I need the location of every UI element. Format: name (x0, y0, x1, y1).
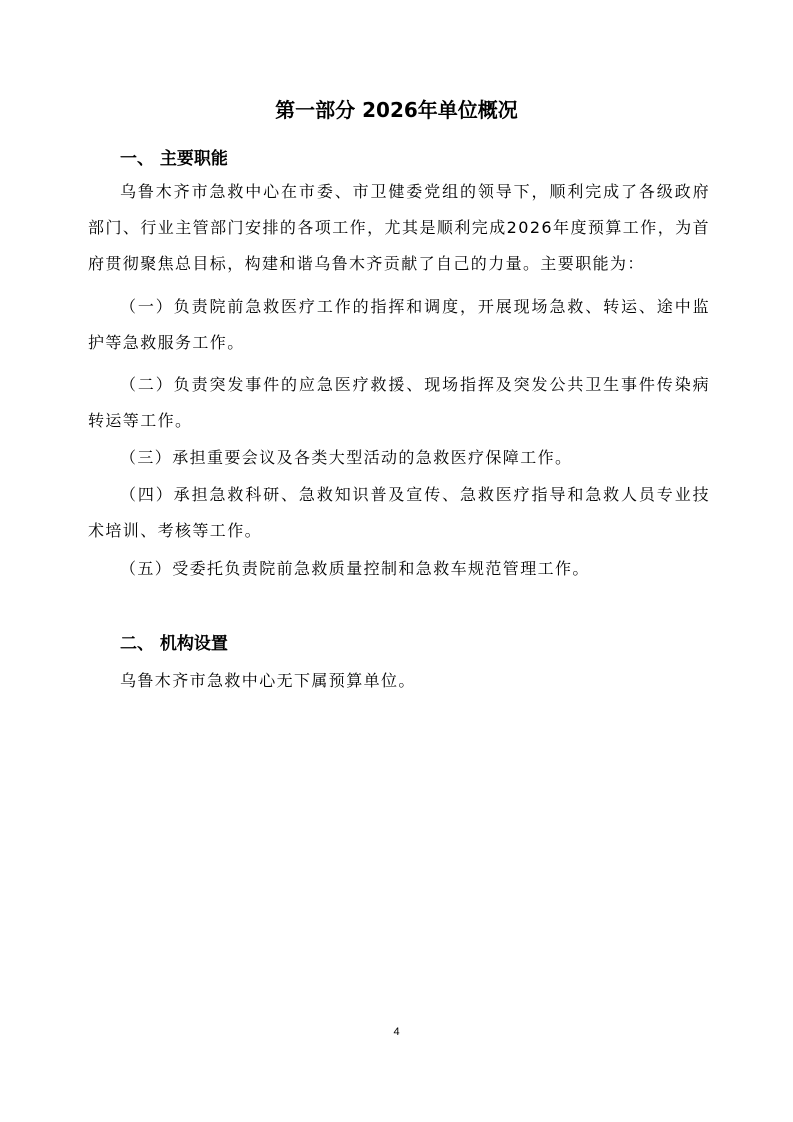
main-functions-intro: 乌鲁木齐市急救中心在市委、市卫健委党组的领导下，顺利完成了各级政府部门、行业主管部门安排的各项工作，尤其是顺利完成2026年度预算工作，为首府贯彻聚焦总目标，构建和谐乌鲁木齐贡献了自己的力量。主要职能为： (88, 182, 710, 273)
function-item-2: （二）负责突发事件的应急医疗救援、现场指挥及突发公共卫生事件传染病转运等工作。 (88, 375, 710, 430)
page-title: 第一部分 2026年单位概况 (275, 98, 518, 122)
function-item-5: （五）受委托负责院前急救质量控制和急救车规范管理工作。 (120, 559, 590, 578)
function-item-3: （三）承担重要会议及各类大型活动的急救医疗保障工作。 (120, 448, 573, 467)
section-heading-organization: 二、 机构设置 (120, 634, 228, 654)
function-item-4: （四）承担急救科研、急救知识普及宣传、急救医疗指导和急救人员专业技术培训、考核等工作。 (88, 485, 710, 540)
organization-body: 乌鲁木齐市急救中心无下属预算单位。 (120, 671, 416, 690)
function-item-1: （一）负责院前急救医疗工作的指挥和调度，开展现场急救、转运、途中监护等急救服务工作。 (88, 297, 710, 352)
page-number: 4 (393, 1026, 400, 1038)
section-heading-main-functions: 一、 主要职能 (120, 149, 228, 169)
